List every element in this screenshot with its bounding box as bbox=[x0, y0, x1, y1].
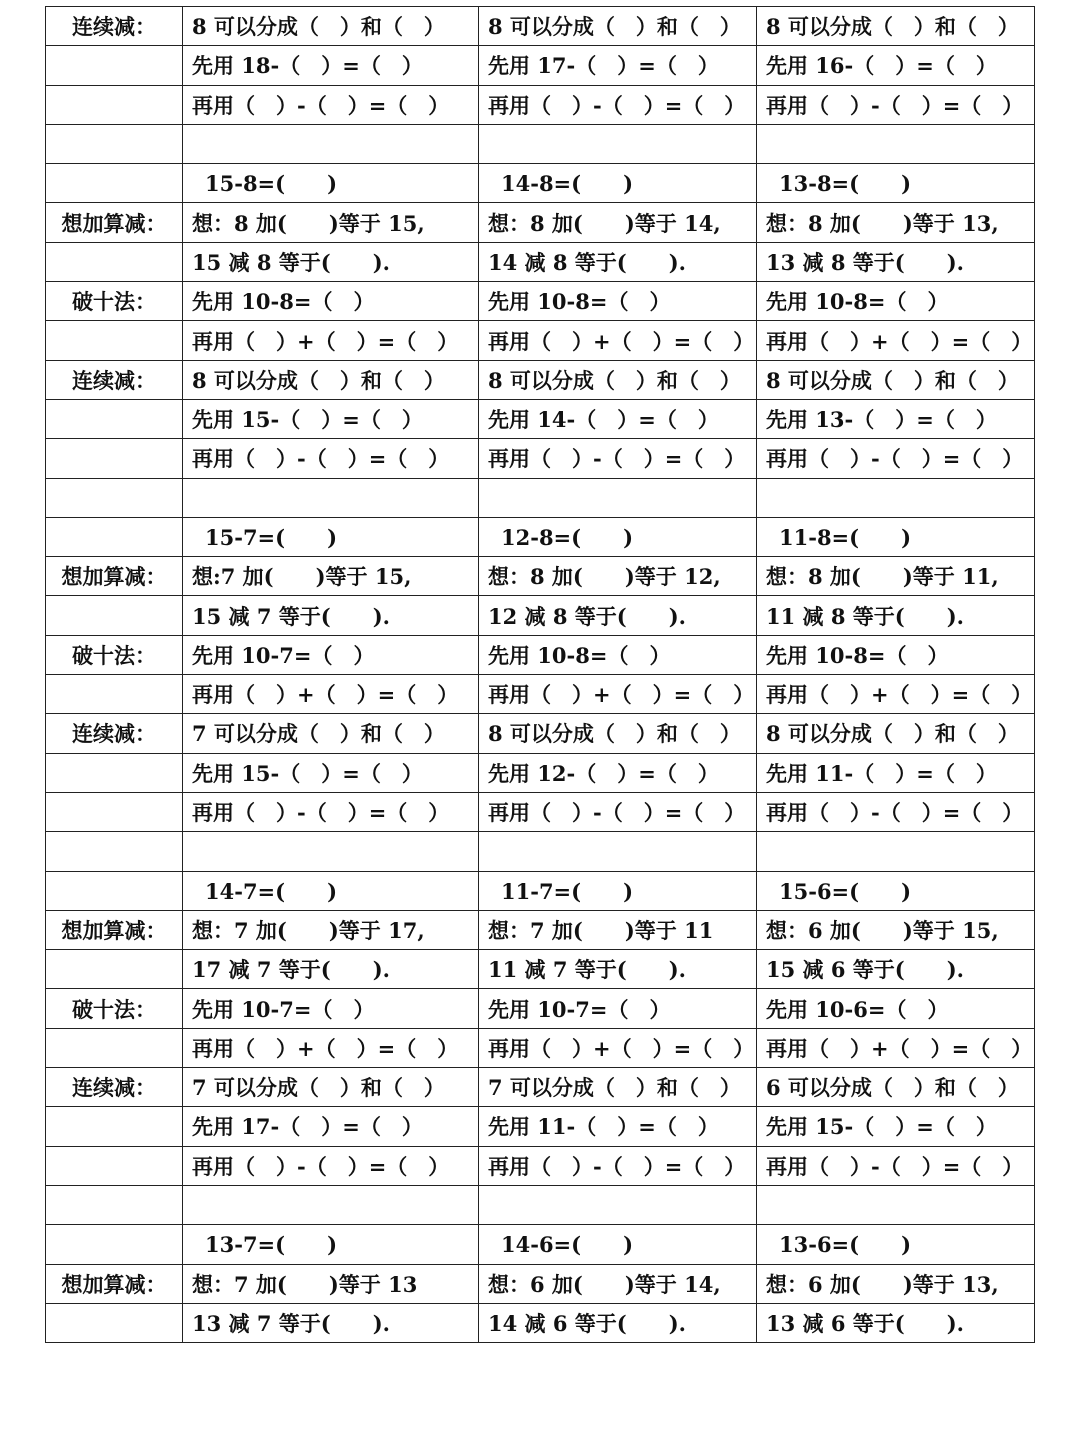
method-label bbox=[46, 46, 183, 85]
worksheet-row bbox=[46, 1068, 1035, 1107]
method-label bbox=[46, 1185, 183, 1224]
exercise-cell: 13 减 6 等于( ). bbox=[757, 1303, 1035, 1342]
method-label bbox=[46, 1225, 183, 1264]
method-label bbox=[46, 871, 183, 910]
equation-cell: 15-7=( ) bbox=[183, 517, 479, 556]
exercise-cell: 再用（ ）+（ ）=（ ） bbox=[183, 1028, 479, 1067]
worksheet-body bbox=[46, 7, 1035, 1343]
exercise-cell: 先用 11-（ ）=（ ） bbox=[479, 1107, 757, 1146]
equation-cell: 11-7=( ) bbox=[479, 871, 757, 910]
equation-row bbox=[46, 1225, 1035, 1264]
exercise-cell: 想：8 加( )等于 13, bbox=[757, 203, 1035, 242]
exercise-cell bbox=[183, 124, 479, 163]
method-label bbox=[46, 85, 183, 124]
exercise-cell: 先用 15-（ ）=（ ） bbox=[183, 399, 479, 438]
exercise-cell: 再用（ ）-（ ）=（ ） bbox=[479, 85, 757, 124]
worksheet-row bbox=[46, 439, 1035, 478]
method-label bbox=[46, 596, 183, 635]
exercise-cell: 想：8 加( )等于 15, bbox=[183, 203, 479, 242]
exercise-cell: 先用 14-（ ）=（ ） bbox=[479, 399, 757, 438]
method-label: 破十法： bbox=[46, 989, 183, 1028]
exercise-cell: 再用（ ）-（ ）=（ ） bbox=[183, 85, 479, 124]
worksheet-row bbox=[46, 989, 1035, 1028]
exercise-cell: 再用（ ）+（ ）=（ ） bbox=[757, 675, 1035, 714]
exercise-cell bbox=[757, 832, 1035, 871]
exercise-cell: 先用 15-（ ）=（ ） bbox=[183, 753, 479, 792]
exercise-cell bbox=[479, 478, 757, 517]
exercise-cell: 想：8 加( )等于 12, bbox=[479, 557, 757, 596]
exercise-cell: 8 可以分成（ ）和（ ） bbox=[183, 360, 479, 399]
exercise-cell: 想：7 加( )等于 13 bbox=[183, 1264, 479, 1303]
method-label bbox=[46, 1107, 183, 1146]
worksheet-row bbox=[46, 1146, 1035, 1185]
worksheet-row bbox=[46, 1028, 1035, 1067]
method-label bbox=[46, 242, 183, 281]
exercise-cell: 先用 17-（ ）=（ ） bbox=[183, 1107, 479, 1146]
method-label: 想加算减： bbox=[46, 910, 183, 949]
method-label bbox=[46, 399, 183, 438]
method-label: 想加算减： bbox=[46, 203, 183, 242]
exercise-cell: 14 减 8 等于( ). bbox=[479, 242, 757, 281]
worksheet-row bbox=[46, 203, 1035, 242]
exercise-cell: 再用（ ）-（ ）=（ ） bbox=[183, 792, 479, 831]
method-label bbox=[46, 1303, 183, 1342]
exercise-cell: 先用 17-（ ）=（ ） bbox=[479, 46, 757, 85]
method-label bbox=[46, 124, 183, 163]
method-label bbox=[46, 832, 183, 871]
method-label: 连续减： bbox=[46, 7, 183, 46]
method-label bbox=[46, 164, 183, 203]
exercise-cell: 再用（ ）-（ ）=（ ） bbox=[479, 439, 757, 478]
exercise-cell: 先用 12-（ ）=（ ） bbox=[479, 753, 757, 792]
worksheet-row bbox=[46, 7, 1035, 46]
method-label bbox=[46, 478, 183, 517]
worksheet-row bbox=[46, 124, 1035, 163]
exercise-cell: 8 可以分成（ ）和（ ） bbox=[479, 714, 757, 753]
exercise-cell: 8 可以分成（ ）和（ ） bbox=[757, 714, 1035, 753]
worksheet-row bbox=[46, 1107, 1035, 1146]
exercise-cell: 15 减 6 等于( ). bbox=[757, 950, 1035, 989]
method-label: 连续减： bbox=[46, 360, 183, 399]
exercise-cell: 15 减 8 等于( ). bbox=[183, 242, 479, 281]
exercise-cell: 再用（ ）-（ ）=（ ） bbox=[757, 439, 1035, 478]
exercise-cell bbox=[757, 1185, 1035, 1224]
exercise-cell bbox=[757, 124, 1035, 163]
exercise-cell: 再用（ ）-（ ）=（ ） bbox=[757, 792, 1035, 831]
exercise-cell: 7 可以分成（ ）和（ ） bbox=[183, 714, 479, 753]
worksheet-row bbox=[46, 792, 1035, 831]
exercise-cell: 14 减 6 等于( ). bbox=[479, 1303, 757, 1342]
method-label: 想加算减： bbox=[46, 1264, 183, 1303]
exercise-cell: 再用（ ）+（ ）=（ ） bbox=[479, 321, 757, 360]
exercise-cell: 想：8 加( )等于 11, bbox=[757, 557, 1035, 596]
method-label bbox=[46, 321, 183, 360]
exercise-cell: 再用（ ）+（ ）=（ ） bbox=[183, 321, 479, 360]
exercise-cell bbox=[479, 124, 757, 163]
equation-cell: 14-6=( ) bbox=[479, 1225, 757, 1264]
exercise-cell: 13 减 7 等于( ). bbox=[183, 1303, 479, 1342]
worksheet-row bbox=[46, 1303, 1035, 1342]
method-label bbox=[46, 1028, 183, 1067]
exercise-cell: 8 可以分成（ ）和（ ） bbox=[183, 7, 479, 46]
exercise-cell: 再用（ ）-（ ）=（ ） bbox=[479, 1146, 757, 1185]
worksheet-row bbox=[46, 1185, 1035, 1224]
exercise-cell: 再用（ ）+（ ）=（ ） bbox=[757, 1028, 1035, 1067]
exercise-cell bbox=[757, 478, 1035, 517]
exercise-cell: 11 减 7 等于( ). bbox=[479, 950, 757, 989]
worksheet-table bbox=[45, 6, 1035, 1343]
exercise-cell: 7 可以分成（ ）和（ ） bbox=[479, 1068, 757, 1107]
exercise-cell: 13 减 8 等于( ). bbox=[757, 242, 1035, 281]
equation-cell: 11-8=( ) bbox=[757, 517, 1035, 556]
equation-row bbox=[46, 871, 1035, 910]
worksheet-row bbox=[46, 910, 1035, 949]
exercise-cell: 想：8 加( )等于 14, bbox=[479, 203, 757, 242]
equation-cell: 13-8=( ) bbox=[757, 164, 1035, 203]
exercise-cell: 先用 13-（ ）=（ ） bbox=[757, 399, 1035, 438]
exercise-cell bbox=[183, 1185, 479, 1224]
exercise-cell: 再用（ ）+（ ）=（ ） bbox=[757, 321, 1035, 360]
equation-cell: 14-7=( ) bbox=[183, 871, 479, 910]
exercise-cell bbox=[183, 832, 479, 871]
exercise-cell bbox=[479, 1185, 757, 1224]
equation-cell: 13-6=( ) bbox=[757, 1225, 1035, 1264]
worksheet-row bbox=[46, 282, 1035, 321]
exercise-cell: 8 可以分成（ ）和（ ） bbox=[479, 7, 757, 46]
exercise-cell: 先用 18-（ ）=（ ） bbox=[183, 46, 479, 85]
exercise-cell bbox=[479, 832, 757, 871]
worksheet-row bbox=[46, 753, 1035, 792]
worksheet-row bbox=[46, 1264, 1035, 1303]
exercise-cell: 8 可以分成（ ）和（ ） bbox=[757, 360, 1035, 399]
exercise-cell: 再用（ ）-（ ）=（ ） bbox=[757, 85, 1035, 124]
exercise-cell: 先用 10-7=（ ） bbox=[183, 635, 479, 674]
method-label bbox=[46, 675, 183, 714]
exercise-cell: 再用（ ）+（ ）=（ ） bbox=[479, 675, 757, 714]
equation-row bbox=[46, 517, 1035, 556]
exercise-cell: 先用 10-7=（ ） bbox=[183, 989, 479, 1028]
worksheet-row bbox=[46, 950, 1035, 989]
worksheet-row bbox=[46, 360, 1035, 399]
exercise-cell: 再用（ ）-（ ）=（ ） bbox=[183, 1146, 479, 1185]
exercise-cell: 先用 10-8=（ ） bbox=[183, 282, 479, 321]
exercise-cell: 再用（ ）-（ ）=（ ） bbox=[757, 1146, 1035, 1185]
exercise-cell: 7 可以分成（ ）和（ ） bbox=[183, 1068, 479, 1107]
exercise-cell: 8 可以分成（ ）和（ ） bbox=[757, 7, 1035, 46]
method-label: 连续减： bbox=[46, 714, 183, 753]
exercise-cell bbox=[183, 478, 479, 517]
equation-cell: 13-7=( ) bbox=[183, 1225, 479, 1264]
worksheet-row bbox=[46, 832, 1035, 871]
worksheet-row bbox=[46, 242, 1035, 281]
method-label: 连续减： bbox=[46, 1068, 183, 1107]
method-label: 破十法： bbox=[46, 282, 183, 321]
method-label: 想加算减： bbox=[46, 557, 183, 596]
exercise-cell: 想：6 加( )等于 14, bbox=[479, 1264, 757, 1303]
exercise-cell: 15 减 7 等于( ). bbox=[183, 596, 479, 635]
equation-row bbox=[46, 164, 1035, 203]
method-label bbox=[46, 950, 183, 989]
equation-cell: 15-8=( ) bbox=[183, 164, 479, 203]
exercise-cell: 再用（ ）+（ ）=（ ） bbox=[479, 1028, 757, 1067]
worksheet-row bbox=[46, 596, 1035, 635]
exercise-cell: 先用 10-8=（ ） bbox=[479, 635, 757, 674]
exercise-cell: 先用 10-6=（ ） bbox=[757, 989, 1035, 1028]
worksheet-row bbox=[46, 321, 1035, 360]
exercise-cell: 6 可以分成（ ）和（ ） bbox=[757, 1068, 1035, 1107]
exercise-cell: 想：7 加( )等于 11 bbox=[479, 910, 757, 949]
exercise-cell: 想：7 加( )等于 17, bbox=[183, 910, 479, 949]
exercise-cell: 想:7 加( )等于 15, bbox=[183, 557, 479, 596]
method-label bbox=[46, 439, 183, 478]
exercise-cell: 再用（ ）-（ ）=（ ） bbox=[479, 792, 757, 831]
worksheet-row bbox=[46, 714, 1035, 753]
method-label bbox=[46, 753, 183, 792]
exercise-cell: 先用 15-（ ）=（ ） bbox=[757, 1107, 1035, 1146]
exercise-cell: 先用 10-8=（ ） bbox=[479, 282, 757, 321]
exercise-cell: 先用 10-7=（ ） bbox=[479, 989, 757, 1028]
exercise-cell: 先用 10-8=（ ） bbox=[757, 635, 1035, 674]
exercise-cell: 再用（ ）+（ ）=（ ） bbox=[183, 675, 479, 714]
worksheet-row bbox=[46, 635, 1035, 674]
equation-cell: 15-6=( ) bbox=[757, 871, 1035, 910]
exercise-cell: 先用 16-（ ）=（ ） bbox=[757, 46, 1035, 85]
worksheet-row bbox=[46, 399, 1035, 438]
worksheet-row bbox=[46, 478, 1035, 517]
exercise-cell: 先用 11-（ ）=（ ） bbox=[757, 753, 1035, 792]
worksheet-row bbox=[46, 85, 1035, 124]
equation-cell: 12-8=( ) bbox=[479, 517, 757, 556]
exercise-cell: 想：6 加( )等于 13, bbox=[757, 1264, 1035, 1303]
worksheet-row bbox=[46, 557, 1035, 596]
exercise-cell: 再用（ ）-（ ）=（ ） bbox=[183, 439, 479, 478]
worksheet-row bbox=[46, 675, 1035, 714]
method-label bbox=[46, 1146, 183, 1185]
method-label bbox=[46, 517, 183, 556]
exercise-cell: 8 可以分成（ ）和（ ） bbox=[479, 360, 757, 399]
exercise-cell: 想：6 加( )等于 15, bbox=[757, 910, 1035, 949]
exercise-cell: 先用 10-8=（ ） bbox=[757, 282, 1035, 321]
equation-cell: 14-8=( ) bbox=[479, 164, 757, 203]
exercise-cell: 17 减 7 等于( ). bbox=[183, 950, 479, 989]
method-label bbox=[46, 792, 183, 831]
exercise-cell: 11 减 8 等于( ). bbox=[757, 596, 1035, 635]
method-label: 破十法： bbox=[46, 635, 183, 674]
worksheet-row bbox=[46, 46, 1035, 85]
exercise-cell: 12 减 8 等于( ). bbox=[479, 596, 757, 635]
